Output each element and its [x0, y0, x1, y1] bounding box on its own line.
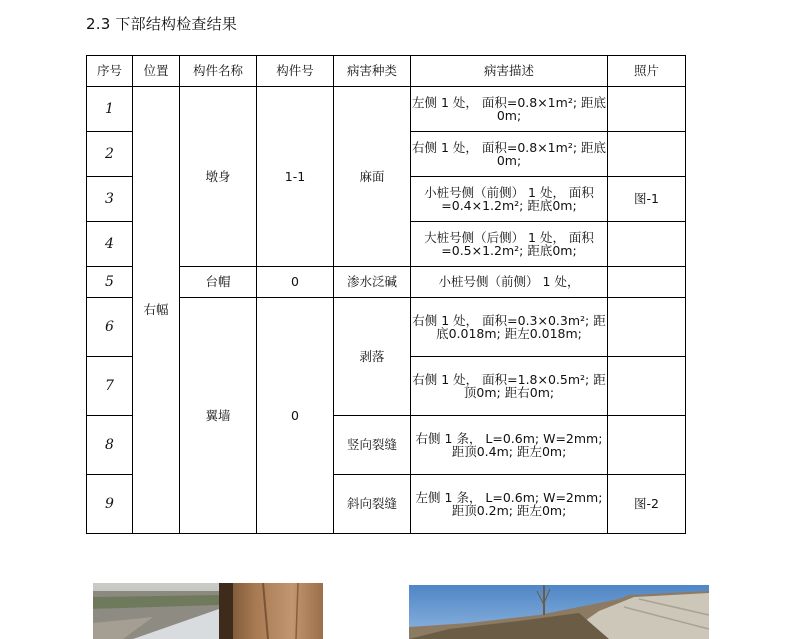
photo-cell: 图-2 — [608, 475, 686, 534]
defect-type-cell: 麻面 — [334, 87, 411, 267]
photo-1-image — [93, 583, 323, 639]
defect-type-cell: 渗水泛碱 — [334, 267, 411, 298]
inspection-table — [86, 55, 686, 534]
photo-cell — [608, 87, 686, 132]
defect-desc-cell: 大桩号侧（后侧） 1 处， 面积=0.5×1.2m²; 距底0m; — [411, 222, 608, 267]
header-defect-type: 病害种类 — [334, 56, 411, 87]
header-photo: 照片 — [608, 56, 686, 87]
defect-desc-cell: 小桩号侧（前侧） 1 处， — [411, 267, 608, 298]
defect-desc-cell: 右侧 1 处， 面积=1.8×0.5m²; 距顶0m; 距右0m; — [411, 357, 608, 416]
component-name-cell: 墩身 — [180, 87, 257, 267]
position-cell: 右幅 — [133, 87, 180, 534]
row-no: 9 — [87, 475, 133, 534]
defect-desc-cell: 右侧 1 处， 面积=0.3×0.3m²; 距底0.018m; 距左0.018m; — [411, 298, 608, 357]
photo-cell — [608, 132, 686, 177]
row-no: 2 — [87, 132, 133, 177]
row-no: 1 — [87, 87, 133, 132]
row-no: 4 — [87, 222, 133, 267]
table-row — [87, 87, 686, 132]
defect-desc-cell: 左侧 1 条， L=0.6m; W=2mm; 距顶0.2m; 距左0m; — [411, 475, 608, 534]
photo-cell: 图-1 — [608, 177, 686, 222]
component-name-cell: 翼墙 — [180, 298, 257, 534]
section-title: 2.3 下部结构检查结果 — [86, 15, 238, 33]
defect-desc-cell: 右侧 1 处， 面积=0.8×1m²; 距底0m; — [411, 132, 608, 177]
component-name-cell: 台帽 — [180, 267, 257, 298]
header-defect-desc: 病害描述 — [411, 56, 608, 87]
table-header-row — [87, 56, 686, 87]
header-component-name: 构件名称 — [180, 56, 257, 87]
header-no: 序号 — [87, 56, 133, 87]
photo-cell — [608, 416, 686, 475]
header-component-id: 构件号 — [257, 56, 334, 87]
defect-type-cell: 剥落 — [334, 298, 411, 416]
photo-2-image — [409, 585, 709, 639]
row-no: 5 — [87, 267, 133, 298]
component-id-cell: 0 — [257, 298, 334, 534]
row-no: 3 — [87, 177, 133, 222]
defect-type-cell: 竖向裂缝 — [334, 416, 411, 475]
defect-desc-cell: 小桩号侧（前侧） 1 处， 面积=0.4×1.2m²; 距底0m; — [411, 177, 608, 222]
photo-cell — [608, 298, 686, 357]
defect-desc-cell: 右侧 1 条， L=0.6m; W=2mm; 距顶0.4m; 距左0m; — [411, 416, 608, 475]
defect-desc-cell: 左侧 1 处， 面积=0.8×1m²; 距底0m; — [411, 87, 608, 132]
row-no: 6 — [87, 298, 133, 357]
component-id-cell: 0 — [257, 267, 334, 298]
photo-cell — [608, 357, 686, 416]
defect-type-cell: 斜向裂缝 — [334, 475, 411, 534]
row-no: 7 — [87, 357, 133, 416]
row-no: 8 — [87, 416, 133, 475]
photo-1 — [93, 583, 323, 639]
component-id-cell: 1-1 — [257, 87, 334, 267]
header-position: 位置 — [133, 56, 180, 87]
photo-strip — [0, 583, 789, 639]
photo-2 — [409, 585, 709, 639]
photo-cell — [608, 267, 686, 298]
photo-cell — [608, 222, 686, 267]
